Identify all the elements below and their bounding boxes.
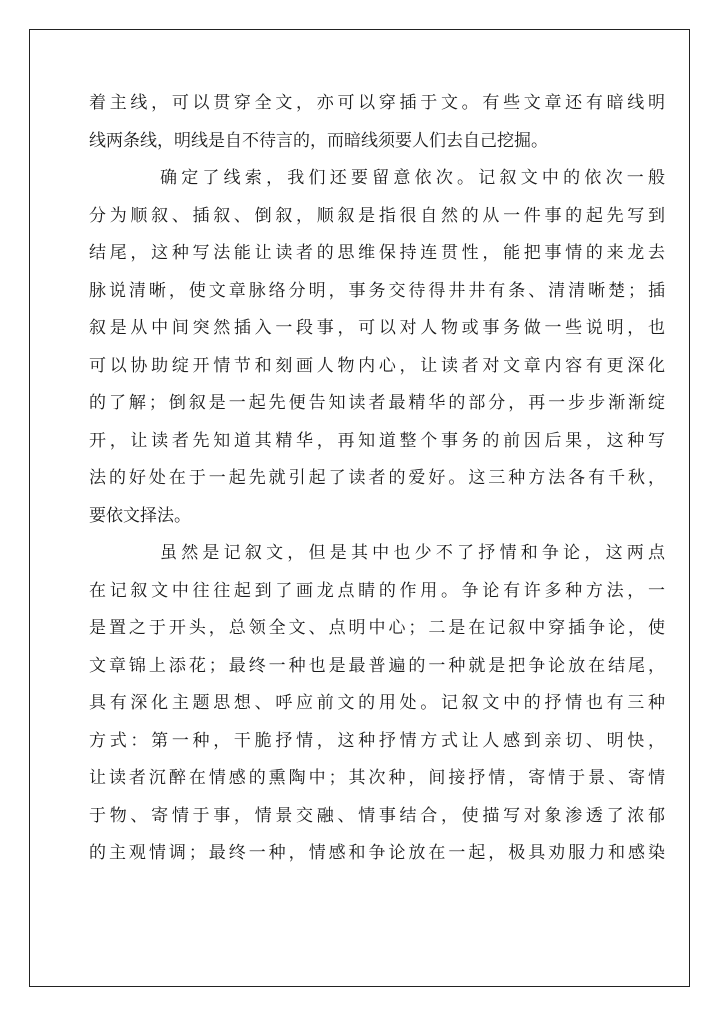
document-body bbox=[89, 85, 665, 873]
text-line: 于物、寄情于事，情景交融、情事结合，使描写对象渗透了浓郁 bbox=[89, 805, 665, 826]
paragraph bbox=[89, 535, 665, 873]
text-line: 着主线，可以贯穿全文，亦可以穿插于文。有些文章还有暗线明 bbox=[89, 93, 665, 113]
text-line: 分为顺叙、插叙、倒叙，顺叙是指很自然的从一件事的起先写到 bbox=[89, 205, 665, 226]
text-line: 叙是从中间突然插入一段事，可以对人物或事务做一些说明，也 bbox=[89, 318, 665, 338]
text-line: 具有深化主题思想、呼应前文的用处。记叙文中的抒情也有三种 bbox=[89, 693, 665, 713]
text-line: 法的好处在于一起先就引起了读者的爱好。这三种方法各有千秋， bbox=[89, 468, 665, 488]
text-line: 虽然是记叙文，但是其中也少不了抒情和争论，这两点 bbox=[160, 543, 665, 563]
text-line: 在记叙文中往往起到了画龙点睛的作用。争论有许多种方法，一 bbox=[89, 580, 665, 601]
text-line: 让读者沉醉在情感的熏陶中；其次种，间接抒情，寄情于景、寄情 bbox=[89, 768, 665, 788]
text-line: 文章锦上添花；最终一种也是最普遍的一种就是把争论放在结尾， bbox=[89, 655, 665, 676]
text-line: 的主观情调；最终一种，情感和争论放在一起，极具劝服力和感染 bbox=[89, 843, 665, 863]
text-line: 的了解；倒叙是一起先便告知读者最精华的部分，再一步步渐渐绽 bbox=[89, 393, 665, 413]
text-line: 结尾，这种写法能让读者的思维保持连贯性，能把事情的来龙去 bbox=[89, 243, 665, 263]
text-line: 可以协助绽开情节和刻画人物内心，让读者对文章内容有更深化 bbox=[89, 355, 665, 376]
text-line: 要依文择法。 bbox=[89, 505, 191, 526]
text-line: 线两条线，明线是自不待言的，而暗线须要人们去自己挖掘。 bbox=[89, 130, 548, 151]
text-line: 脉说清晰，使文章脉络分明，事务交待得井井有条、清清晰楚；插 bbox=[89, 280, 665, 301]
text-line: 方式：第一种，干脆抒情，这种抒情方式让人感到亲切、明快， bbox=[89, 730, 665, 751]
paragraph bbox=[89, 85, 665, 160]
paragraph bbox=[89, 160, 665, 535]
text-line: 是置之于开头，总领全文、点明中心；二是在记叙中穿插争论，使 bbox=[89, 618, 665, 638]
text-line: 确定了线索，我们还要留意依次。记叙文中的依次一般 bbox=[160, 168, 665, 188]
text-line: 开，让读者先知道其精华，再知道整个事务的前因后果，这种写 bbox=[89, 430, 665, 451]
